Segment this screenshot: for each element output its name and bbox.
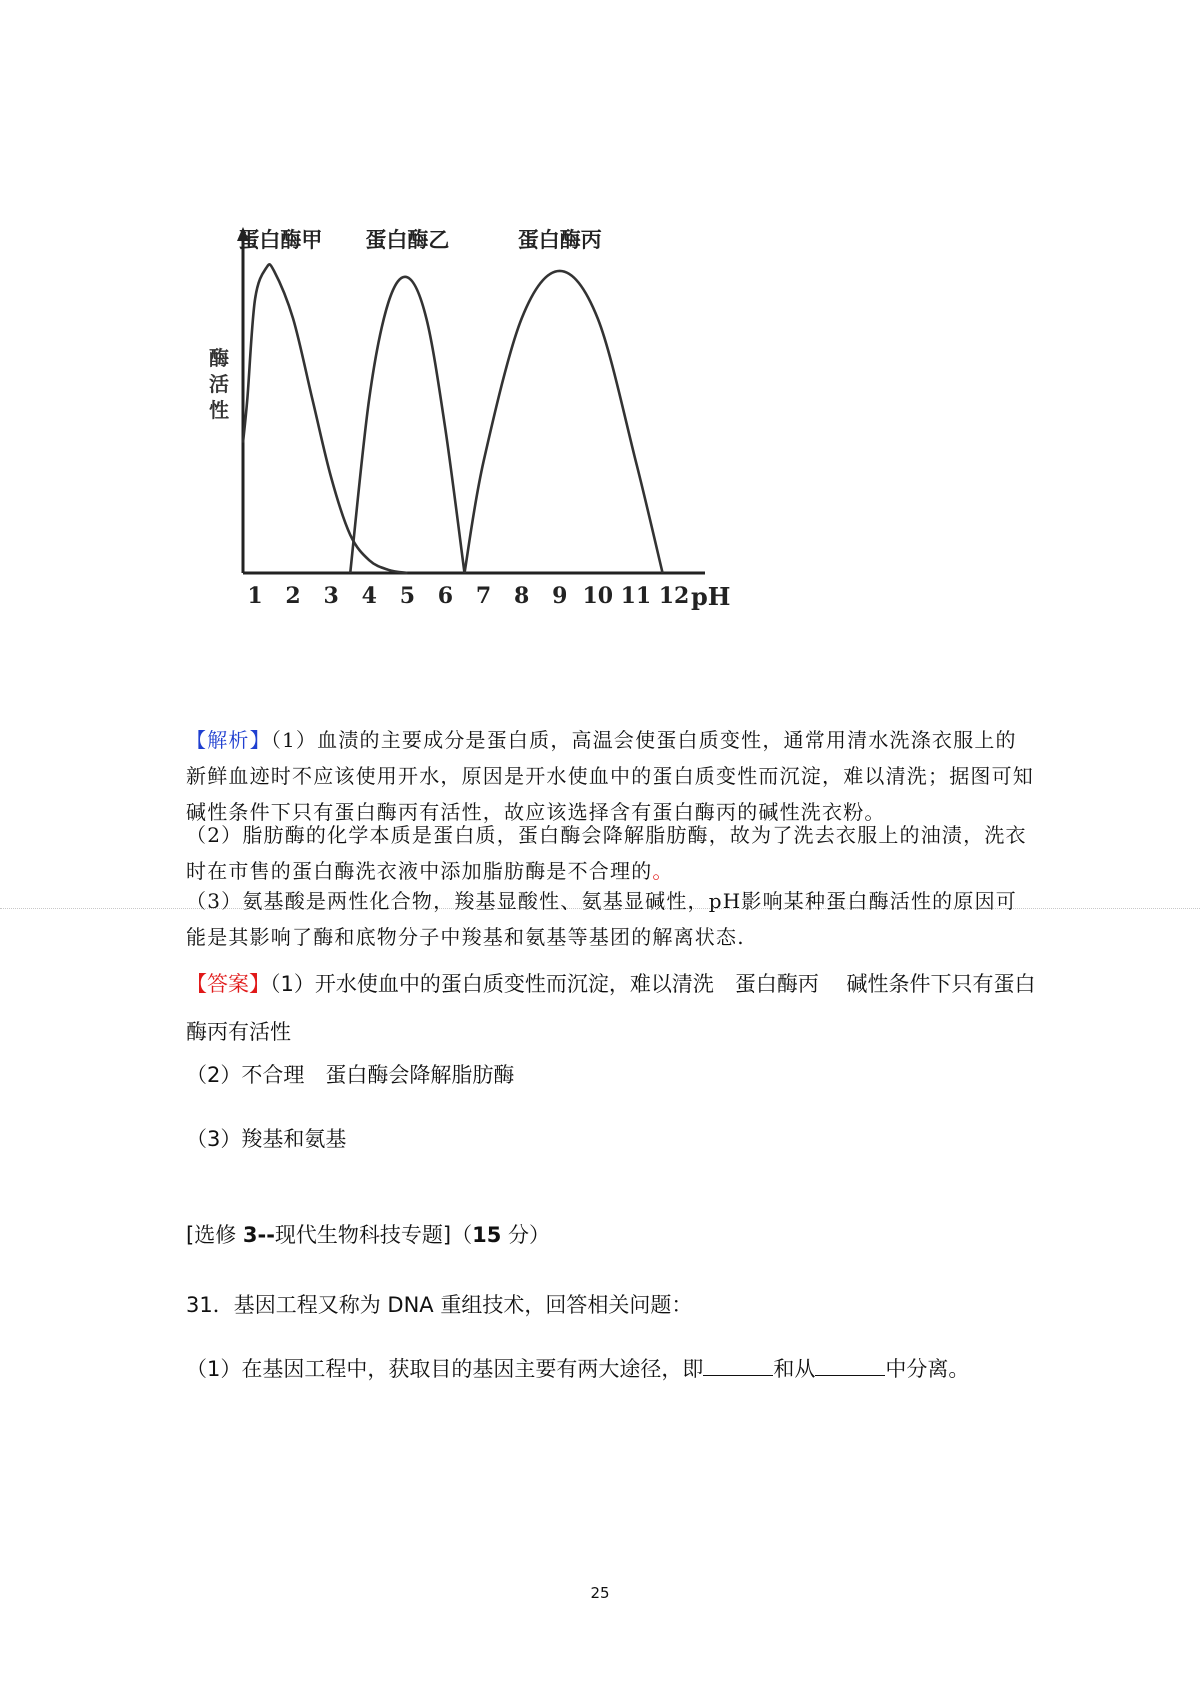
analysis-tag: 【解析】 (186, 728, 271, 752)
analysis-paragraph-3 (186, 883, 1036, 955)
analysis-text-2-end: 。 (652, 859, 674, 883)
analysis-text-3: （3）氨基酸是两性化合物，羧基显酸性、氨基显碱性，pH影响某种蛋白酶活性的原因可能是其影响了酶和底物分子中羧基和氨基等基团的解离状态. (186, 889, 1017, 949)
x-tick-label: 1 (247, 583, 263, 609)
question-part1-b: 和从 (773, 1357, 816, 1381)
answer-blank-1[interactable] (703, 1357, 773, 1376)
answer-tag: 【答案】 (186, 972, 270, 996)
section-suffix: 分） (501, 1223, 551, 1247)
analysis-text-1: （1）血渍的主要成分是蛋白质，高温会使蛋白质变性，通常用清水洗涤衣服上的新鲜血迹时不应该使用开水，原因是开水使血中的蛋白质变性而沉淀，难以清洗；据图可知碱性条件下只有蛋白酶丙有活性，故应该选择含有蛋白酶丙的碱性洗衣粉。 (186, 728, 1034, 824)
answer-blank-2[interactable] (815, 1357, 885, 1376)
answer-text-3: （3）羧基和氨基 (186, 1127, 347, 1151)
chart-ticks (247, 583, 689, 609)
x-axis-label: pH (691, 582, 731, 611)
analysis-paragraph-1 (186, 722, 1036, 830)
section-heading (186, 1218, 1046, 1252)
x-tick-label: 8 (513, 583, 530, 609)
question-part1-a: （1）在基因工程中，获取目的基因主要有两大途径，即 (186, 1357, 704, 1381)
chart-curves (243, 264, 663, 573)
section-name: 现代生物科技专题 (274, 1223, 443, 1247)
answer-text-1: （1）开水使血中的蛋白质变性而沉淀，难以清洗 蛋白酶丙 碱性条件下只有蛋白酶丙有活性 (186, 972, 1036, 1044)
series-label-3: 蛋白酶丙 (517, 228, 602, 252)
page-number: 25 (590, 1584, 610, 1602)
question-31-text: 31．基因工程又称为 DNA 重组技术，回答相关问题： (186, 1293, 693, 1317)
series-label-2: 蛋白酶乙 (365, 228, 450, 252)
x-tick-label: 12 (658, 583, 690, 609)
section-score: 15 (472, 1223, 502, 1247)
analysis-text-2: （2）脂肪酶的化学本质是蛋白质，蛋白酶会降解脂肪酶，故为了洗去衣服上的油渍，洗衣时在市售的蛋白酶洗衣液中添加脂肪酶是不合理的 (186, 823, 1027, 883)
x-tick-label: 10 (582, 583, 614, 609)
chart-labels (209, 228, 730, 611)
series-label-1: 蛋白酶甲 (238, 228, 323, 252)
chart-axes (237, 227, 705, 573)
x-tick-label: 6 (437, 583, 454, 609)
x-tick-label: 2 (285, 583, 301, 609)
answer-line-1 (186, 960, 1046, 1056)
question-31 (186, 1288, 1046, 1322)
section-prefix: [选修 (186, 1223, 243, 1247)
answer-text-2: （2）不合理 蛋白酶会降解脂肪酶 (186, 1063, 515, 1087)
answer-line-2 (186, 1058, 1046, 1092)
x-tick-label: 11 (620, 583, 652, 609)
question-31-part-1 (186, 1352, 1046, 1386)
x-tick-label: 9 (552, 583, 568, 609)
y-axis-label: 酶活性 (209, 346, 229, 422)
answer-line-3 (186, 1122, 1046, 1156)
enzyme-activity-chart (205, 225, 785, 680)
series-curve-1 (243, 264, 407, 573)
x-tick-label: 7 (475, 583, 492, 609)
series-curve-2 (350, 277, 464, 573)
x-tick-label: 5 (399, 583, 416, 609)
x-tick-label: 4 (361, 583, 377, 609)
question-part1-c: 中分离。 (885, 1357, 970, 1381)
series-curve-3 (465, 271, 663, 573)
section-middle: ]（ (442, 1223, 473, 1247)
analysis-paragraph-2 (186, 817, 1036, 889)
x-tick-label: 3 (323, 583, 339, 609)
section-number: 3-- (242, 1223, 275, 1247)
